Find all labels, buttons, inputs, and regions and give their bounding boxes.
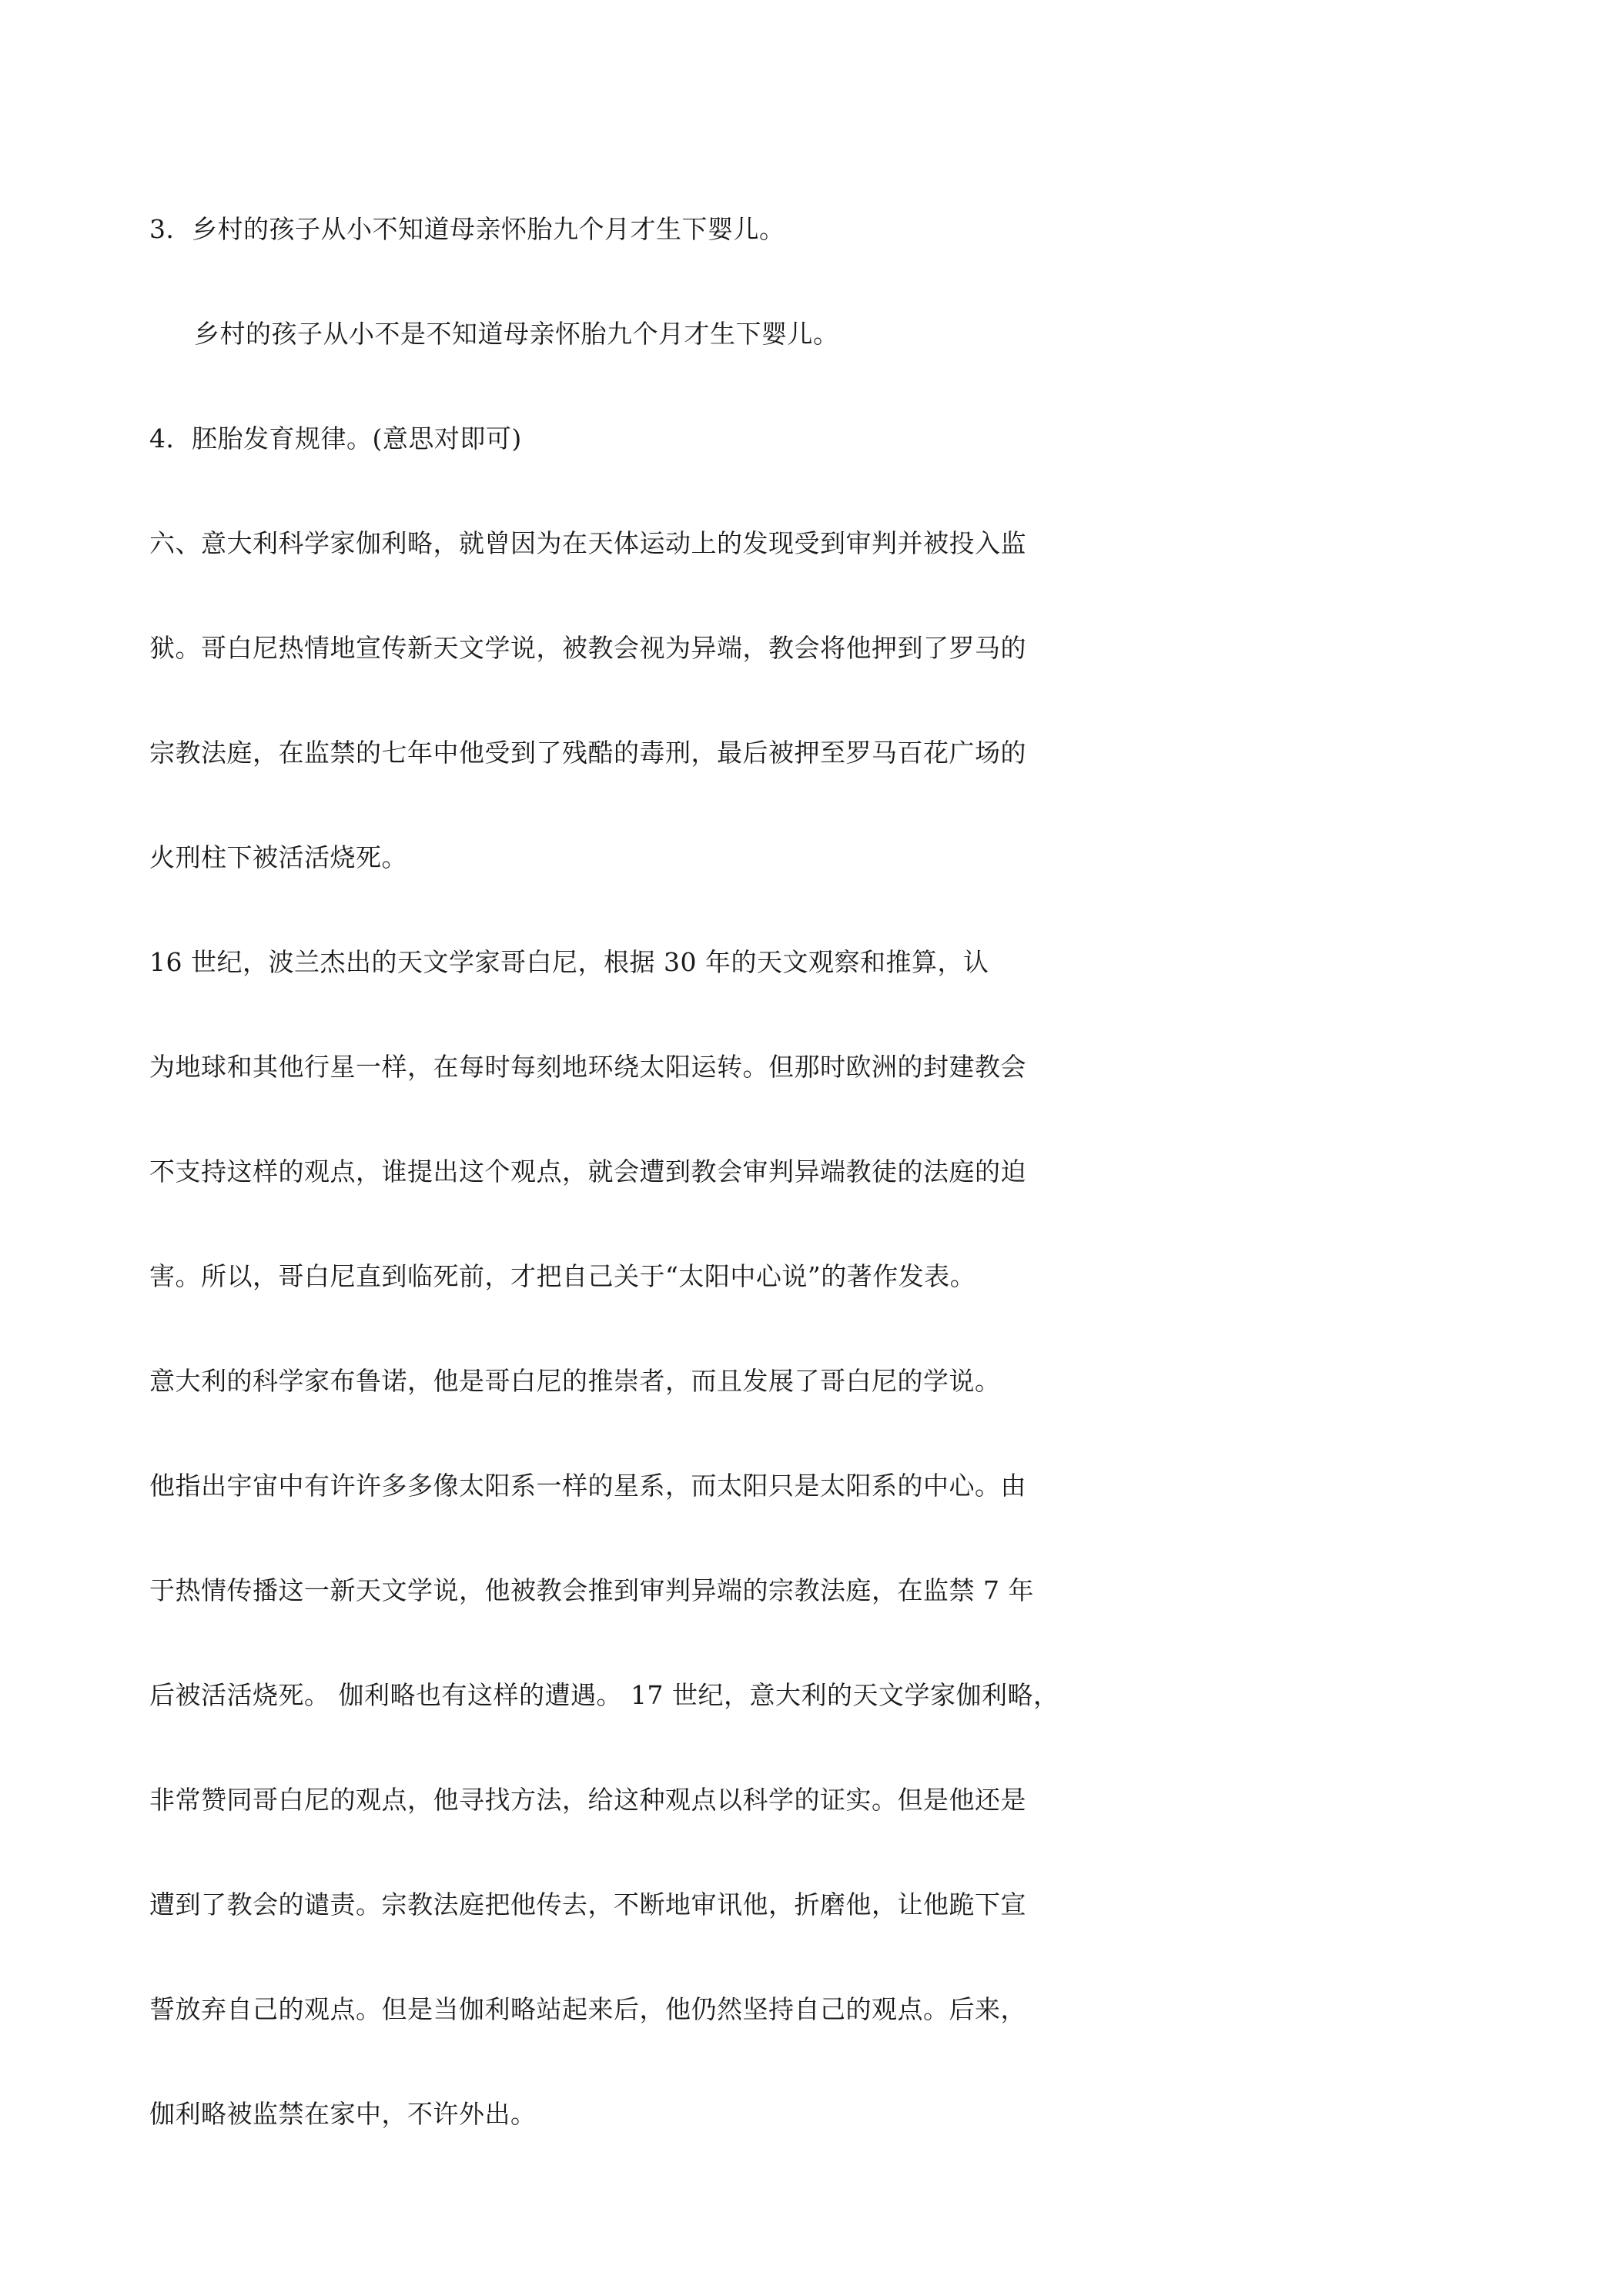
section-6-line-4: 火刑柱下被活活烧死。 bbox=[149, 842, 407, 872]
paragraph-line-6: 为地球和其他行星一样，在每时每刻地环绕太阳运转。但那时欧洲的封建教会 bbox=[149, 1052, 1026, 1082]
section-6-line-3: 宗教法庭，在监禁的七年中他受到了残酷的毒刑，最后被押至罗马百花广场的 bbox=[149, 738, 1026, 768]
paragraph-line-7: 不支持这样的观点，谁提出这个观点，就会遭到教会审判异端教徒的法庭的迫 bbox=[149, 1156, 1026, 1186]
answer-3-correction-line: 乡村的孩子从小不是不知道母亲怀胎九个月才生下婴儿。 bbox=[194, 319, 839, 349]
paragraph-line-13: 非常赞同哥白尼的观点，他寻找方法，给这种观点以科学的证实。但是他还是 bbox=[149, 1785, 1026, 1815]
paragraph-line-16: 伽利略被监禁在家中，不许外出。 bbox=[149, 2099, 537, 2129]
paragraph-line-5: 16 世纪，波兰杰出的天文学家哥白尼，根据 30 年的天文观察和推算，认 bbox=[149, 947, 989, 977]
section-6-line-1: 六、意大利科学家伽利略，就曾因为在天体运动上的发现受到审判并被投入监 bbox=[149, 528, 1026, 558]
paragraph-line-8: 害。所以，哥白尼直到临死前，才把自己关于“太阳中心说”的著作发表。 bbox=[149, 1261, 976, 1291]
paragraph-line-12: 后被活活烧死。 伽利略也有这样的遭遇。 17 世纪，意大利的天文学家伽利略， bbox=[149, 1680, 1059, 1710]
answer-3-line: 3．乡村的孩子从小不知道母亲怀胎九个月才生下婴儿。 bbox=[149, 214, 785, 244]
paragraph-line-11: 于热情传播这一新天文学说，他被教会推到审判异端的宗教法庭，在监禁 7 年 bbox=[149, 1575, 1034, 1605]
paragraph-line-10: 他指出宇宙中有许许多多像太阳系一样的星系，而太阳只是太阳系的中心。由 bbox=[149, 1471, 1026, 1501]
section-6-line-2: 狱。哥白尼热情地宣传新天文学说，被教会视为异端，教会将他押到了罗马的 bbox=[149, 633, 1026, 663]
paragraph-line-14: 遭到了教会的谴责。宗教法庭把他传去，不断地审讯他，折磨他，让他跪下宣 bbox=[149, 1889, 1026, 1919]
answer-4-line: 4．胚胎发育规律。(意思对即可) bbox=[149, 423, 522, 454]
paragraph-line-15: 誓放弃自己的观点。但是当伽利略站起来后，他仍然坚持自己的观点。后来， bbox=[149, 1994, 1026, 2024]
paragraph-line-9: 意大利的科学家布鲁诺，他是哥白尼的推崇者，而且发展了哥白尼的学说。 bbox=[149, 1366, 1001, 1396]
